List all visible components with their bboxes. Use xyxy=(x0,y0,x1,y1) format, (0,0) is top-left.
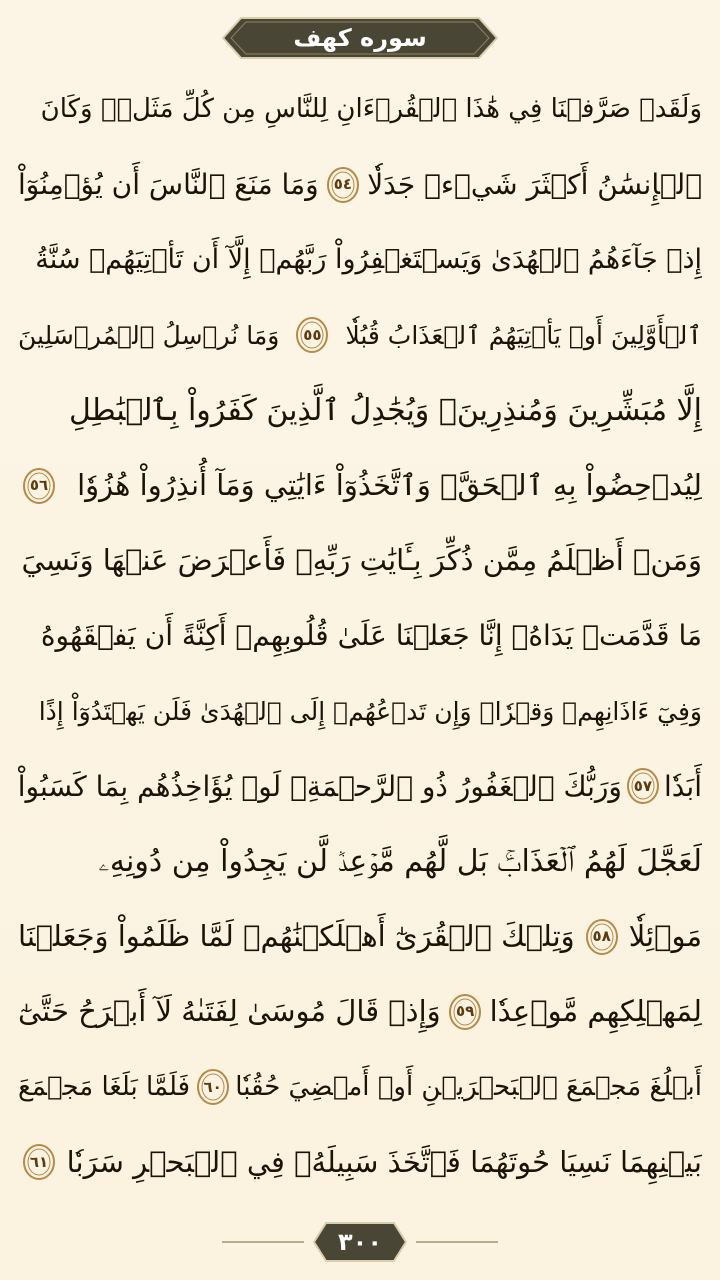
verse-text: لَعَجَّلَ لَهُمُ ٱلۡعَذَابَۚ بَل لَّهُم مَّوۡعِدٞ لَّن يَجِدُواْ مِن دُونِهِۦ xyxy=(98,844,702,879)
ayah-number-marker xyxy=(448,993,482,1031)
verse-text: أَبۡلُغَ مَجۡمَعَ ٱلۡبَحۡرَيۡنِ أَوۡ أَمۡضِيَ حُقُبٗا xyxy=(235,1071,702,1102)
footer-divider-right xyxy=(416,1241,498,1243)
verse-text: إِذۡ جَآءَهُمُ ٱلۡهُدَىٰ وَيَسۡتَغۡفِرُواْ رَبَّهُمۡ إِلَّآ أَن تَأۡتِيَهُمۡ سُنَّةُ xyxy=(35,244,702,276)
verse-line xyxy=(18,222,702,297)
verse-text: لِيُدۡحِضُواْ بِهِ ٱلۡحَقَّۖ وَٱتَّخَذُوٓاْ ءَايَٰتِي وَمَآ أُنذِرُواْ هُزُوٗا xyxy=(77,468,702,502)
verse-line xyxy=(18,674,702,749)
verse-text: وَإِذۡ قَالَ مُوسَىٰ لِفَتَىٰهُ لَآ أَبۡرَحُ حَتَّىٰٓ xyxy=(18,994,441,1029)
ayah-number: ٥٦ xyxy=(29,476,49,494)
surah-header xyxy=(219,14,501,62)
verse-text: بَيۡنِهِمَا نَسِيَا حُوتَهُمَا فَٱتَّخَذَ سَبِيلَهُۥ فِي ٱلۡبَحۡرِ سَرَبٗا xyxy=(66,1144,702,1179)
page-number-badge xyxy=(312,1220,408,1264)
verse-line xyxy=(18,147,702,222)
verse-text: أَبَدٗا xyxy=(663,769,702,803)
verse-line xyxy=(18,298,702,373)
verse-line xyxy=(18,974,702,1049)
verse-text: إِلَّا مُبَشِّرِينَ وَمُنذِرِينَۚ وَيُجَٰدِلُ ٱلَّذِينَ كَفَرُواْ بِٱلۡبَٰطِلِ xyxy=(68,392,702,428)
footer-divider-left xyxy=(222,1241,304,1243)
verse-text: وَفِيٓ ءَاذَانِهِمۡ وَقۡرٗاۖ وَإِن تَدۡعُهُمۡ إِلَى ٱلۡهُدَىٰ فَلَن يَهۡتَدُوٓاْ إِذًا xyxy=(38,696,702,726)
verse-text: وَمَا نُرۡسِلُ ٱلۡمُرۡسَلِينَ xyxy=(18,320,280,350)
verse-text: وَمَا مَنَعَ ٱلنَّاسَ أَن يُؤۡمِنُوٓاْ xyxy=(18,168,319,202)
verse-text: ٱلۡإِنسَٰنُ أَكۡثَرَ شَيۡءٖ جَدَلٗا xyxy=(367,168,702,202)
verse-text: وَتِلۡكَ ٱلۡقُرَىٰٓ أَهۡلَكۡنَٰهُمۡ لَمَّا ظَلَمُواْ وَجَعَلۡنَا xyxy=(18,919,575,954)
page-number: ٣٠٠ xyxy=(338,1228,382,1256)
verse-text: وَرَبُّكَ ٱلۡغَفُورُ ذُو ٱلرَّحۡمَةِۖ لَوۡ يُؤَاخِذُهُم بِمَا كَسَبُواْ xyxy=(18,769,622,803)
ayah-number-marker xyxy=(585,918,619,956)
ayah-number: ٥٧ xyxy=(633,776,653,795)
verse-text: مَوۡئِلٗا xyxy=(628,919,702,954)
verse-line xyxy=(18,72,702,147)
ayah-number-marker xyxy=(22,467,56,505)
ayah-number: ٦٠ xyxy=(203,1077,222,1096)
surah-title: سوره کهف xyxy=(293,24,427,52)
ayah-number: ٦١ xyxy=(29,1152,49,1171)
verse-line xyxy=(18,523,702,598)
verse-line xyxy=(18,1125,702,1200)
verse-line xyxy=(18,824,702,899)
verse-text: وَمَنۡ أَظۡلَمُ مِمَّن ذُكِّرَ بِـَٔايَٰتِ رَبِّهِۦ فَأَعۡرَضَ عَنۡهَا وَنَسِيَ xyxy=(21,543,702,578)
ayah-number-marker xyxy=(295,316,329,354)
ayah-number-marker xyxy=(196,1068,230,1106)
ayah-number-marker xyxy=(626,767,660,805)
verse-line xyxy=(18,899,702,974)
verse-line xyxy=(18,373,702,448)
verse-line xyxy=(18,448,702,523)
verse-text: وَلَقَدۡ صَرَّفۡنَا فِي هَٰذَا ٱلۡقُرۡءَانِ لِلنَّاسِ مِن كُلِّ مَثَلٖۚ وَكَانَ xyxy=(40,94,702,124)
ayah-number: ٥٩ xyxy=(455,1002,475,1021)
page-footer xyxy=(0,1218,720,1266)
verse-line xyxy=(18,1050,702,1125)
verse-text: فَلَمَّا بَلَغَا مَجۡمَعَ xyxy=(18,1071,191,1102)
ayah-number-marker xyxy=(22,1143,56,1181)
ayah-number: ٥٨ xyxy=(592,927,611,946)
verse-lines xyxy=(18,72,702,1200)
verse-line xyxy=(18,598,702,673)
verse-text: لِمَهۡلِكِهِم مَّوۡعِدٗا xyxy=(489,994,702,1029)
ayah-number-marker xyxy=(326,166,360,204)
verse-text: ٱلۡأَوَّلِينَ أَوۡ يَأۡتِيَهُمُ ٱلۡعَذَابُ قُبُلٗا xyxy=(345,320,702,350)
verse-line xyxy=(18,749,702,824)
verse-text: مَا قَدَّمَتۡ يَدَاهُۚ إِنَّا جَعَلۡنَا عَلَىٰ قُلُوبِهِمۡ أَكِنَّةً أَن يَفۡقَهُوهُ xyxy=(40,619,702,653)
ayah-number: ٥٥ xyxy=(303,325,322,344)
ayah-number: ٥٤ xyxy=(333,175,353,194)
